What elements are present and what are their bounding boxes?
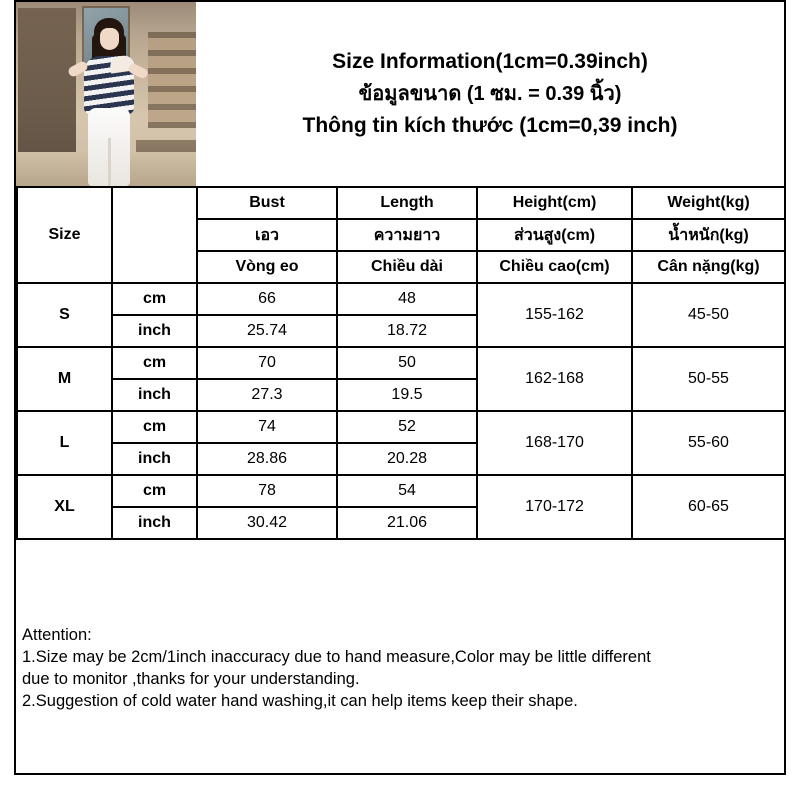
photo-doorway bbox=[18, 8, 76, 158]
header-height-vi: Chiều cao(cm) bbox=[477, 251, 632, 283]
height-xl: 170-172 bbox=[477, 475, 632, 539]
length-cm-xl: 54 bbox=[337, 475, 477, 507]
title-block bbox=[196, 2, 784, 186]
model-pants bbox=[88, 108, 130, 186]
weight-s: 45-50 bbox=[632, 283, 785, 347]
unit-inch-l: inch bbox=[112, 443, 197, 475]
model-photo bbox=[16, 2, 196, 186]
length-inch-m: 19.5 bbox=[337, 379, 477, 411]
length-inch-l: 20.28 bbox=[337, 443, 477, 475]
bust-inch-l: 28.86 bbox=[197, 443, 337, 475]
table-row bbox=[17, 475, 785, 507]
header-weight-en: Weight(kg) bbox=[632, 187, 785, 219]
bust-cm-s: 66 bbox=[197, 283, 337, 315]
row-size-l: L bbox=[17, 411, 112, 475]
height-l: 168-170 bbox=[477, 411, 632, 475]
length-cm-s: 48 bbox=[337, 283, 477, 315]
attention-heading: Attention: bbox=[22, 626, 92, 644]
unit-cm-l: cm bbox=[112, 411, 197, 443]
bust-cm-xl: 78 bbox=[197, 475, 337, 507]
header-height-en: Height(cm) bbox=[477, 187, 632, 219]
photo-shelf bbox=[148, 32, 196, 128]
header-length-th: ความยาว bbox=[337, 219, 477, 251]
header-bust-en: Bust bbox=[197, 187, 337, 219]
title-line-th: ข้อมูลขนาด (1 ซม. = 0.39 นิ้ว) bbox=[358, 82, 622, 105]
unit-inch-s: inch bbox=[112, 315, 197, 347]
header-length-vi: Chiều dài bbox=[337, 251, 477, 283]
table-header-row-en bbox=[17, 187, 785, 219]
unit-cm-m: cm bbox=[112, 347, 197, 379]
attention-line-1: 1.Size may be 2cm/1inch inaccuracy due to hand measure,Color may be little different bbox=[22, 648, 651, 667]
unit-cm-s: cm bbox=[112, 283, 197, 315]
bust-inch-s: 25.74 bbox=[197, 315, 337, 347]
table-row bbox=[17, 411, 785, 443]
document-header bbox=[16, 2, 784, 186]
height-m: 162-168 bbox=[477, 347, 632, 411]
header-bust-vi: Vòng eo bbox=[197, 251, 337, 283]
title-line-en: Size Information(1cm=0.39inch) bbox=[332, 50, 648, 74]
attention-section bbox=[16, 621, 784, 773]
header-unit-blank bbox=[112, 187, 197, 283]
weight-xl: 60-65 bbox=[632, 475, 785, 539]
unit-inch-xl: inch bbox=[112, 507, 197, 539]
weight-m: 50-55 bbox=[632, 347, 785, 411]
header-size-label: Size bbox=[17, 187, 112, 283]
table-row bbox=[17, 347, 785, 379]
unit-inch-m: inch bbox=[112, 379, 197, 411]
length-cm-m: 50 bbox=[337, 347, 477, 379]
row-size-m: M bbox=[17, 347, 112, 411]
size-table bbox=[16, 186, 786, 540]
unit-cm-xl: cm bbox=[112, 475, 197, 507]
bust-inch-m: 27.3 bbox=[197, 379, 337, 411]
length-inch-xl: 21.06 bbox=[337, 507, 477, 539]
photo-model-figure bbox=[70, 16, 146, 186]
title-line-vi: Thông tin kích thước (1cm=0,39 inch) bbox=[302, 113, 678, 137]
length-inch-s: 18.72 bbox=[337, 315, 477, 347]
length-cm-l: 52 bbox=[337, 411, 477, 443]
header-weight-vi: Cân nặng(kg) bbox=[632, 251, 785, 283]
bust-cm-m: 70 bbox=[197, 347, 337, 379]
table-row bbox=[17, 283, 785, 315]
attention-line-2: due to monitor ,thanks for your understanding. bbox=[22, 670, 360, 689]
header-length-en: Length bbox=[337, 187, 477, 219]
bust-cm-l: 74 bbox=[197, 411, 337, 443]
model-face bbox=[100, 28, 119, 50]
header-height-th: ส่วนสูง(cm) bbox=[477, 219, 632, 251]
height-s: 155-162 bbox=[477, 283, 632, 347]
attention-line-3: 2.Suggestion of cold water hand washing,it can help items keep their shape. bbox=[22, 692, 578, 711]
bust-inch-xl: 30.42 bbox=[197, 507, 337, 539]
header-bust-th: เอว bbox=[197, 219, 337, 251]
weight-l: 55-60 bbox=[632, 411, 785, 475]
header-weight-th: น้ำหนัก(kg) bbox=[632, 219, 785, 251]
row-size-xl: XL bbox=[17, 475, 112, 539]
row-size-s: S bbox=[17, 283, 112, 347]
